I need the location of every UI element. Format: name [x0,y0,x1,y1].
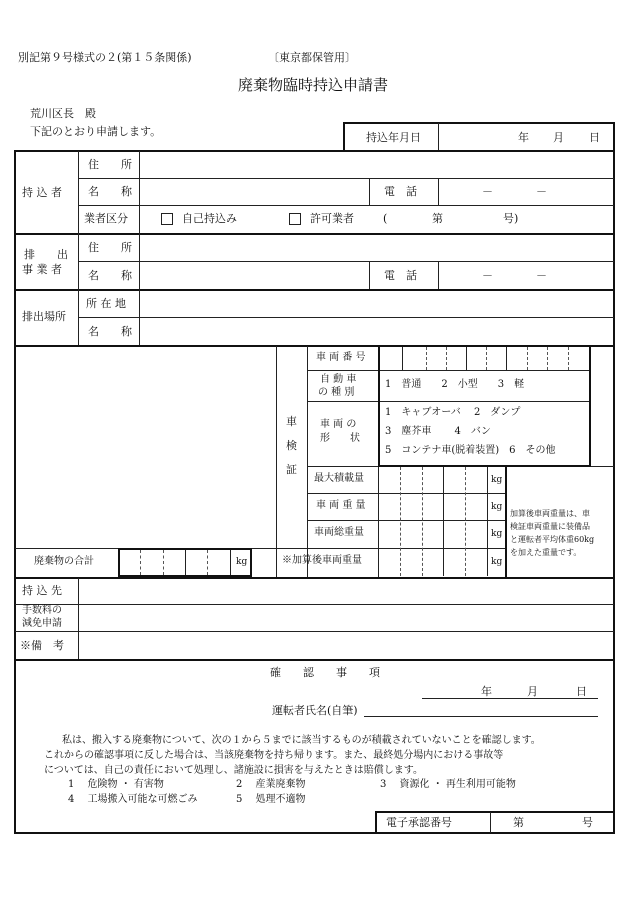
self-checkbox[interactable] [161,213,173,225]
fee-field[interactable] [80,606,612,630]
license-no-label: 第 [432,212,443,225]
confirm-item-3: 3 資源化 ・ 再生利用可能物 [380,779,516,790]
date-day: 日 [589,131,600,144]
form-id: 別記第９号様式の２(第１５条関係) [18,51,192,64]
licensed-label: 許可業者 [310,212,354,225]
confirm-heading: 確 認 事 項 [270,666,380,679]
vehicle-section-char-3: 証 [286,463,297,476]
date-field[interactable] [440,124,612,150]
carrier-name-field[interactable] [141,179,367,204]
gross-weight-label: 車両総重量 [314,527,364,538]
site-location-label: 所 在 地 [86,297,126,310]
generator-phone-sep2: － [536,269,547,282]
max-load-field[interactable] [380,468,486,492]
date-month: 月 [553,131,564,144]
page-title: 廃棄物臨時持込申請書 [238,76,389,94]
site-name-field[interactable] [141,318,613,344]
confirm-day: 日 [576,685,587,698]
approval-number-field[interactable] [492,813,612,832]
gross-weight-field[interactable] [380,522,486,546]
licensed-checkbox[interactable] [289,213,301,225]
destination-field[interactable] [80,579,612,603]
generator-section-label-1: 排 出 [24,248,68,261]
date-year: 年 [518,131,529,144]
note-line-1: 加算後車両重量は、車 [510,509,590,518]
confirm-month: 月 [527,685,538,698]
added-weight-unit: kg [491,557,503,567]
fee-label-2: 減免申請 [22,618,62,629]
added-weight-label: ※加算後車両重量 [282,555,362,566]
note-line-3: と運転者平均体重60kg [510,535,595,544]
carrier-address-label: 住 所 [88,158,132,171]
note-line-2: 検証車両重量に装備品 [510,522,590,531]
vehicle-shape-line-1[interactable]: 1 キャブオーバ 2 ダンプ [385,407,521,418]
license-open: ( [383,212,388,225]
vehicle-shape-label-2: 形 状 [320,433,360,444]
waste-total-unit: kg [236,557,248,567]
generator-name-label: 名 称 [88,269,132,282]
confirm-para-3: については、自己の責任において処理し、諸施設に損害を与えたときは賠償します。 [44,765,423,776]
generator-phone-field[interactable] [440,262,612,288]
vehicle-section-char-1: 車 [286,415,297,428]
confirm-date-field[interactable] [422,682,598,698]
vehicle-kind-options[interactable]: 1 普通 2 小型 3 軽 [385,379,525,390]
site-name-label: 名 称 [88,325,132,338]
waste-total-label: 廃棄物の合計 [34,556,94,567]
carrier-phone-sep1: － [482,185,493,198]
carrier-name-label: 名 称 [88,185,132,198]
vehicle-section-char-2: 検 [286,439,297,452]
approval-label: 電子承認番号 [386,816,452,829]
vehicle-weight-field[interactable] [380,495,486,519]
vehicle-kind-label-1: 自 動 車 [320,374,357,385]
generator-phone-label: 電 話 [384,269,417,282]
confirm-item-4: 4 工場搬入可能な可燃ごみ [68,794,198,805]
confirm-item-1: 1 危険物 ・ 有害物 [68,779,164,790]
generator-address-field[interactable] [141,235,613,260]
remarks-label: ※備 考 [20,639,64,652]
approval-no-suffix: 号 [582,816,593,829]
carrier-type-label: 業者区分 [84,212,128,225]
vehicle-weight-label: 車 両 重 量 [316,500,366,511]
vehicle-number-label: 車 両 番 号 [316,352,366,363]
confirm-year: 年 [481,685,492,698]
driver-signature-field[interactable] [364,700,598,716]
self-label: 自己持込み [182,212,237,225]
destination-label: 持 込 先 [22,584,62,597]
generator-section-label-2: 事 業 者 [22,263,62,276]
date-label: 持込年月日 [366,131,421,144]
confirm-item-5: 5 処理不適物 [236,794,306,805]
gross-weight-unit: kg [491,529,503,539]
vehicle-shape-line-3[interactable]: 5 コンテナ車(脱着装置) 6 その他 [385,445,556,456]
note-line-4: を加えた重量です。 [510,548,582,557]
vehicle-kind-label-2: の 種 別 [318,387,355,398]
fee-label-1: 手数料の [22,605,62,616]
waste-total-field[interactable] [120,550,229,575]
carrier-phone-field[interactable] [440,179,612,204]
vehicle-number-field[interactable] [380,347,588,369]
approval-no-prefix: 第 [513,816,524,829]
generator-name-field[interactable] [141,262,367,288]
addressee: 荒川区長 殿 [30,107,96,120]
added-weight-field[interactable] [380,550,486,575]
vehicle-shape-line-2[interactable]: 3 塵芥車 4 バン [385,426,491,437]
site-section-label: 排出場所 [22,310,66,323]
license-close: 号) [503,212,519,225]
max-load-label: 最大積載量 [314,473,364,484]
carrier-section-label: 持 込 者 [22,186,62,199]
confirm-para-1: 私は、搬入する廃棄物について、次の１から５までに該当するものが積載されていないことを確認します。 [62,735,541,746]
site-location-field[interactable] [141,291,613,316]
carrier-phone-label: 電 話 [384,185,417,198]
generator-phone-sep1: － [482,269,493,282]
jurisdiction-label: 〔東京都保管用〕 [268,51,356,64]
intro-text: 下記のとおり申請します。 [30,125,162,138]
vehicle-weight-unit: kg [491,502,503,512]
driver-label: 運転者氏名(自筆) [272,704,358,717]
max-load-unit: kg [491,475,503,485]
remarks-field[interactable] [80,633,612,658]
carrier-phone-sep2: － [536,185,547,198]
carrier-address-field[interactable] [141,152,613,177]
confirm-item-2: 2 産業廃棄物 [236,779,306,790]
generator-address-label: 住 所 [88,241,132,254]
vehicle-shape-label-1: 車 両 の [320,419,357,430]
confirm-para-2: これからの確認事項に反した場合は、当該廃棄物を持ち帰ります。また、最終処分場内における事故等 [44,750,504,761]
